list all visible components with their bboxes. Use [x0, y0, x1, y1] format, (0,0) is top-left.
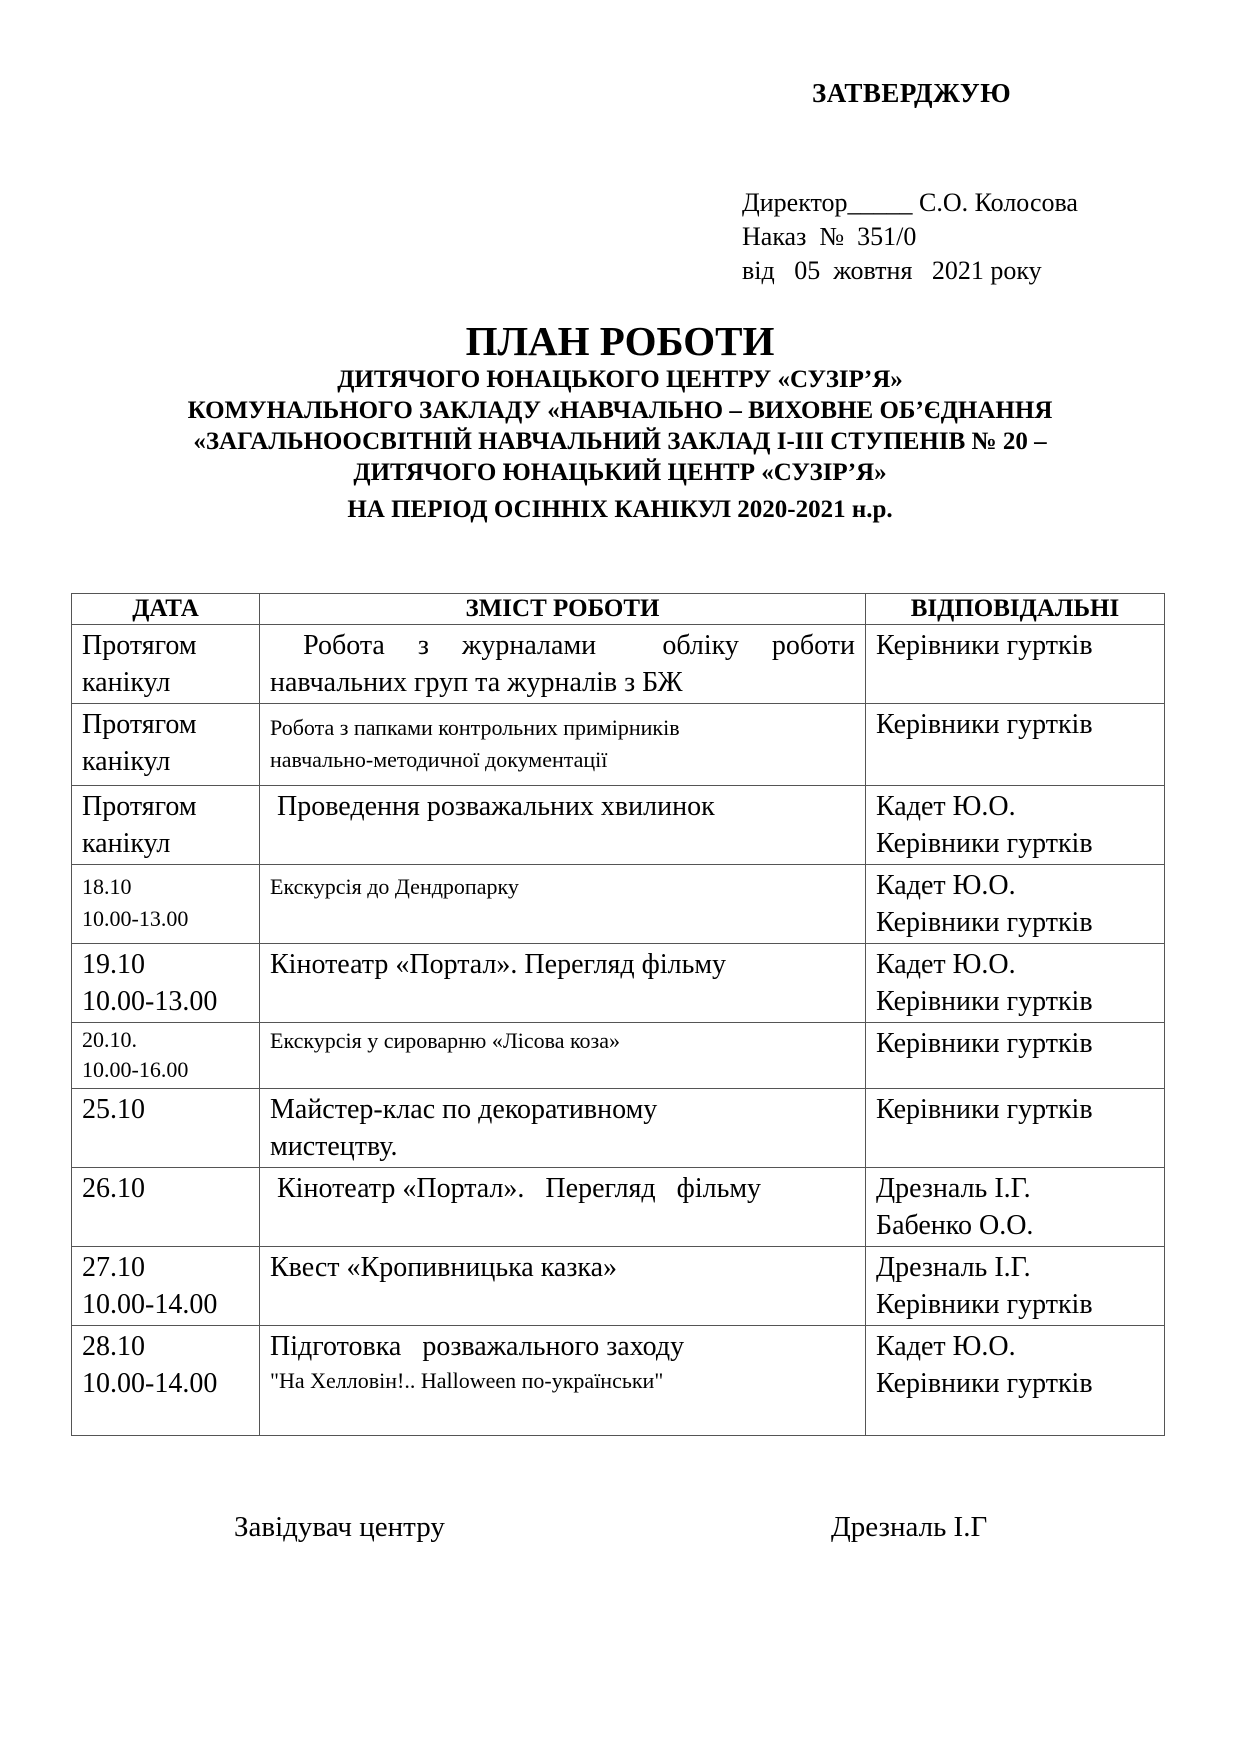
date-line: Протягом	[82, 630, 197, 661]
date-line: 10.00-16.00	[82, 1057, 189, 1082]
responsible-line: Керівники гуртків	[876, 828, 1093, 859]
table-row	[72, 1168, 1165, 1247]
date-line: 19.10	[82, 949, 145, 980]
responsible-line: Керівники гуртків	[876, 1289, 1093, 1320]
title-line-5: НА ПЕРІОД ОСІННІХ КАНІКУЛ 2020-2021 н.р.	[347, 496, 893, 523]
responsible-line: Кадет Ю.О.	[876, 1331, 1016, 1362]
date-cell	[72, 625, 260, 704]
table-header-row	[72, 594, 1165, 625]
content-cell	[260, 1089, 866, 1168]
header-date: ДАТА	[72, 594, 260, 625]
responsible-line: Керівники гуртків	[876, 907, 1093, 938]
content-line: Кінотеатр «Портал». Перегляд фільму	[270, 949, 727, 980]
title-line-4: ДИТЯЧОГО ЮНАЦЬКИЙ ЦЕНТР «СУЗІР’Я»	[353, 459, 887, 486]
responsible-line: Керівники гуртків	[876, 1094, 1093, 1125]
responsible-line: Керівники гуртків	[876, 986, 1093, 1017]
date-cell	[72, 1326, 260, 1436]
content-cell	[260, 1247, 866, 1326]
content-cell	[260, 1326, 866, 1436]
date-line: Протягом	[82, 791, 197, 822]
responsible-cell	[866, 704, 1165, 786]
content-line: Проведення розважальних хвилинок	[270, 791, 715, 822]
content-cell	[260, 704, 866, 786]
table-row	[72, 625, 1165, 704]
responsible-cell	[866, 865, 1165, 944]
table-row	[72, 1089, 1165, 1168]
title-line-1: ДИТЯЧОГО ЮНАЦЬКОГО ЦЕНТРУ «СУЗІР’Я»	[337, 366, 903, 393]
date-line: 10.00-13.00	[82, 906, 189, 931]
header-content: ЗМІСТ РОБОТИ	[260, 594, 866, 625]
content-cell	[260, 625, 866, 704]
table-row	[72, 1023, 1165, 1089]
responsible-cell	[866, 1326, 1165, 1436]
responsible-cell	[866, 786, 1165, 865]
content-cell	[260, 865, 866, 944]
responsible-line: Кадет Ю.О.	[876, 791, 1016, 822]
header-responsible: ВІДПОВІДАЛЬНІ	[866, 594, 1165, 625]
date-cell	[72, 865, 260, 944]
responsible-line: Кадет Ю.О.	[876, 870, 1016, 901]
order-date-line: від 05 жовтня 2021 року	[742, 256, 1042, 285]
content-line: навчальних груп та журналів з БЖ	[270, 667, 683, 698]
date-line: 20.10.	[82, 1027, 137, 1052]
date-line: Протягом	[82, 709, 197, 740]
content-line: Екскурсія у сироварню «Лісова коза»	[270, 1028, 621, 1053]
title-line-3: «ЗАГАЛЬНООСВІТНІЙ НАВЧАЛЬНИЙ ЗАКЛАД І-ІІІ СТУПЕНІВ № 20 –	[193, 428, 1047, 455]
responsible-line: Кадет Ю.О.	[876, 949, 1016, 980]
table-row	[72, 865, 1165, 944]
date-line: 10.00-13.00	[82, 986, 218, 1017]
content-line: Робота з журналами обліку роботи	[270, 630, 855, 661]
table-row	[72, 1247, 1165, 1326]
content-cell	[260, 1023, 866, 1089]
content-line: Робота з папками контрольних примірників	[270, 715, 680, 740]
responsible-cell	[866, 625, 1165, 704]
responsible-line: Керівники гуртків	[876, 1368, 1093, 1399]
content-line: Квест «Кропивницька казка»	[270, 1252, 617, 1283]
date-cell	[72, 1089, 260, 1168]
document-title: ПЛАН РОБОТИ	[465, 318, 775, 364]
responsible-cell	[866, 944, 1165, 1023]
content-line: Екскурсія до Дендропарку	[270, 874, 519, 899]
table-row	[72, 786, 1165, 865]
content-line: мистецтву.	[270, 1131, 398, 1162]
date-line: 18.10	[82, 874, 132, 899]
date-cell	[72, 1023, 260, 1089]
table-row	[72, 944, 1165, 1023]
responsible-line: Бабенко О.О.	[876, 1210, 1034, 1241]
date-cell	[72, 704, 260, 786]
footer-name: Дрезналь І.Г	[831, 1511, 988, 1543]
table-row	[72, 1326, 1165, 1436]
responsible-line: Дрезналь І.Г.	[876, 1173, 1031, 1204]
content-line: навчально-методичної документації	[270, 747, 608, 772]
content-cell	[260, 786, 866, 865]
work-plan-table	[71, 593, 1165, 1436]
approval-signature-block	[742, 186, 1078, 288]
order-line: Наказ № 351/0	[742, 222, 917, 251]
date-line: 26.10	[82, 1173, 145, 1204]
responsible-line: Дрезналь І.Г.	[876, 1252, 1031, 1283]
table-row	[72, 704, 1165, 786]
date-cell	[72, 944, 260, 1023]
date-cell	[72, 786, 260, 865]
date-line: канікул	[82, 667, 171, 698]
responsible-cell	[866, 1089, 1165, 1168]
responsible-line: Керівники гуртків	[876, 630, 1093, 661]
content-line: Майстер-клас по декоративному	[270, 1094, 658, 1125]
content-cell	[260, 944, 866, 1023]
title-line-2: КОМУНАЛЬНОГО ЗАКЛАДУ «НАВЧАЛЬНО – ВИХОВНЕ ОБ’ЄДНАННЯ	[187, 397, 1053, 424]
date-line: 28.10	[82, 1331, 145, 1362]
content-line: "На Хелловін!.. Halloween по-українськи"	[270, 1368, 664, 1393]
responsible-cell	[866, 1023, 1165, 1089]
date-line: 10.00-14.00	[82, 1368, 218, 1399]
date-line: 25.10	[82, 1094, 145, 1125]
date-cell	[72, 1247, 260, 1326]
content-line: Кінотеатр «Портал». Перегляд фільму	[270, 1173, 762, 1204]
director-line: Директор_____ С.О. Колосова	[742, 188, 1078, 217]
date-line: 10.00-14.00	[82, 1289, 218, 1320]
responsible-line: Керівники гуртків	[876, 1028, 1093, 1059]
responsible-cell	[866, 1168, 1165, 1247]
date-line: 27.10	[82, 1252, 145, 1283]
responsible-cell	[866, 1247, 1165, 1326]
content-cell	[260, 1168, 866, 1247]
date-line: канікул	[82, 746, 171, 777]
date-line: канікул	[82, 828, 171, 859]
document-title-block	[70, 318, 1170, 525]
approval-heading: ЗАТВЕРДЖУЮ	[812, 78, 1012, 108]
responsible-line: Керівники гуртків	[876, 709, 1093, 740]
date-cell	[72, 1168, 260, 1247]
content-line: Підготовка розважального заходу	[270, 1331, 685, 1362]
footer-position: Завідувач центру	[234, 1511, 445, 1543]
